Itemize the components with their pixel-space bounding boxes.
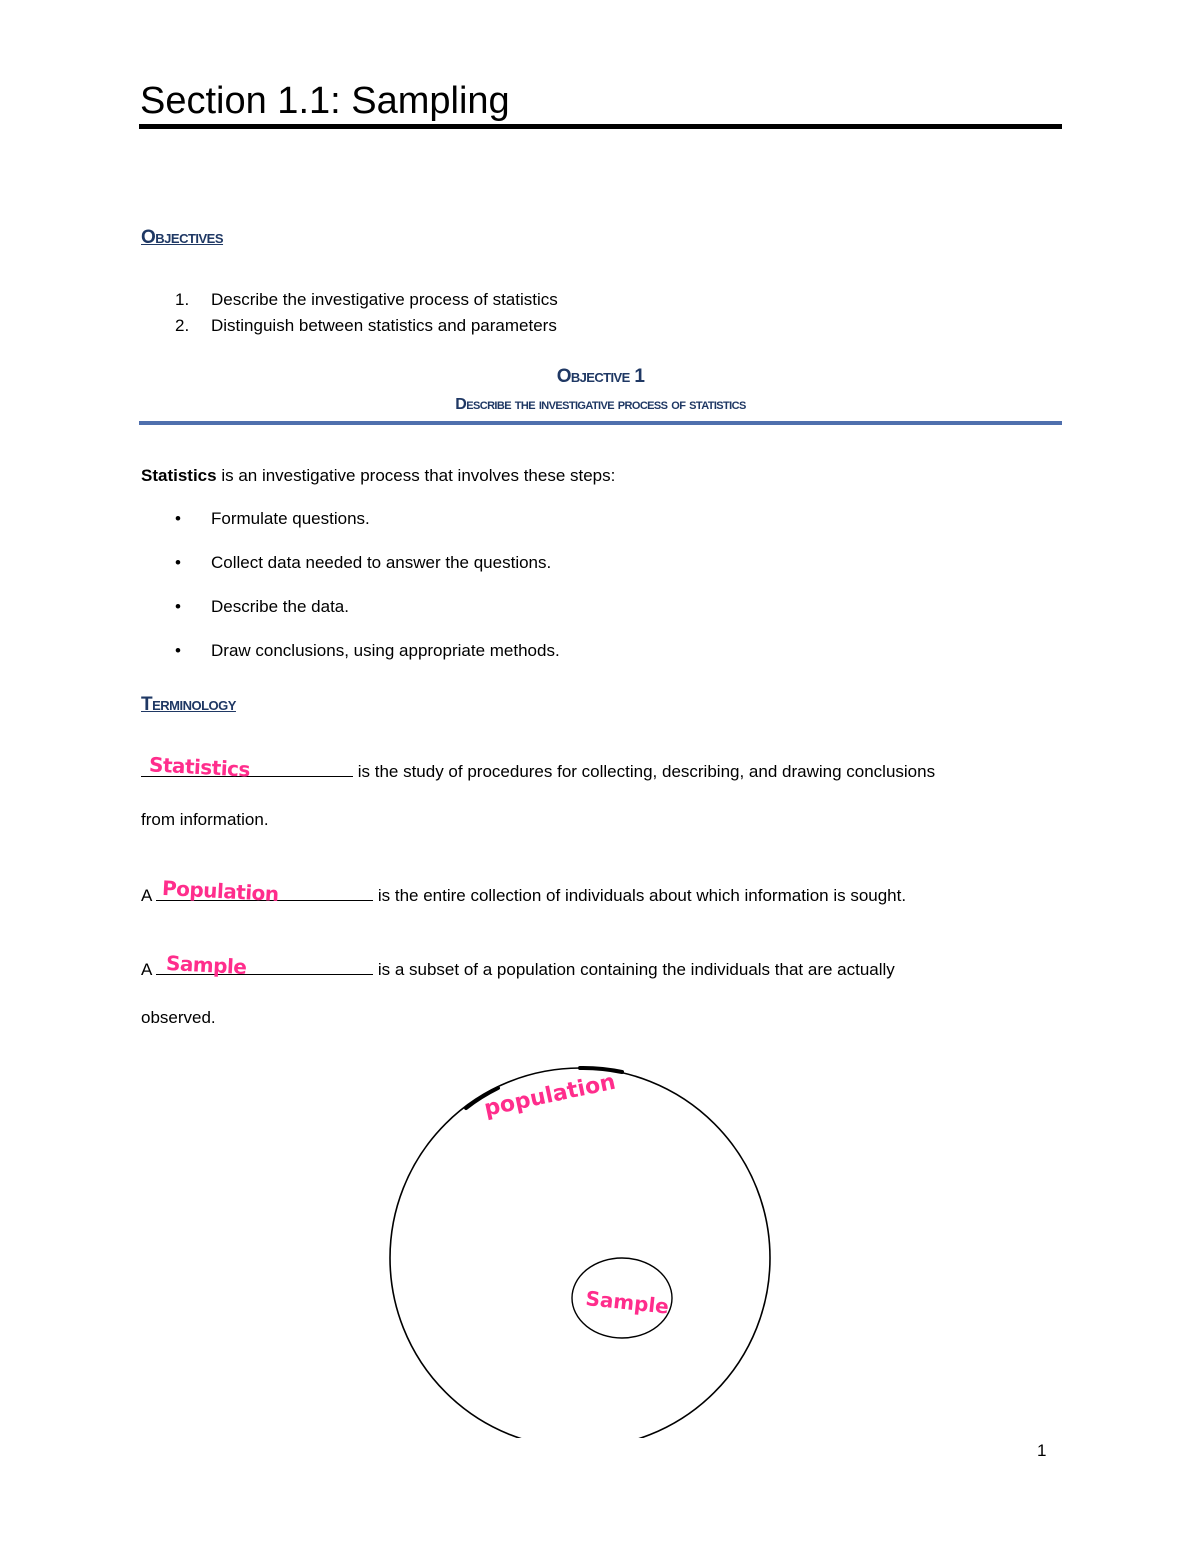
terminology-heading: Terminology: [141, 694, 236, 715]
population-circle: [390, 1068, 770, 1438]
objective1-heading: Objective 1: [556, 366, 645, 387]
fill-in-blank: [156, 875, 373, 907]
intro-bold-term: Statistics: [141, 466, 217, 485]
article-text: A: [141, 886, 157, 905]
bullet-icon: •: [175, 597, 181, 616]
list-text: Describe the data.: [211, 597, 349, 616]
bullet-icon: •: [175, 553, 181, 572]
definition-text: is a subset of a population containing the individuals that are actually: [373, 960, 895, 979]
section-divider: [139, 421, 1062, 425]
objectives-heading: Objectives: [141, 227, 224, 248]
list-item: [175, 315, 558, 341]
population-label: population: [482, 1069, 618, 1122]
article-text: A: [141, 960, 157, 979]
list-text: Draw conclusions, using appropriate methods.: [211, 641, 560, 660]
handwritten-answer: Statistics: [148, 752, 251, 782]
fill-in-blank: [141, 752, 353, 782]
page-number: 1: [1037, 1441, 1047, 1460]
intro-paragraph: [141, 464, 615, 488]
objective1-subheading: Describe the investigative process of statistics: [455, 396, 746, 413]
definition-continuation: observed.: [141, 1008, 216, 1027]
list-text: Distinguish between statistics and parameters: [211, 316, 557, 335]
definition-text: is the study of procedures for collecting, describing, and drawing conclusions: [353, 762, 936, 781]
objectives-list: [175, 289, 558, 341]
bullet-icon: •: [175, 641, 181, 660]
intro-text: is an investigative process that involves these steps:: [216, 466, 616, 485]
list-number: 1.: [175, 290, 190, 309]
handwritten-answer: Population: [161, 875, 280, 907]
page-title: Section 1.1: Sampling: [140, 80, 510, 122]
title-divider: [139, 124, 1062, 129]
handwritten-answer: Sample: [165, 950, 248, 980]
bullet-icon: •: [175, 509, 181, 528]
definition-statistics: [141, 752, 936, 784]
steps-list: [175, 507, 560, 683]
list-item: [175, 289, 558, 315]
list-item: [175, 639, 560, 683]
definition-population: [141, 875, 907, 908]
list-text: Collect data needed to answer the questions.: [211, 553, 552, 572]
list-item: [175, 595, 560, 639]
list-number: 2.: [175, 316, 190, 335]
list-text: Describe the investigative process of statistics: [211, 290, 558, 309]
definition-text: is the entire collection of individuals about which information is sought.: [373, 886, 907, 905]
sample-label: Sample: [584, 1286, 671, 1319]
definition-sample: [141, 950, 895, 982]
fill-in-blank: [156, 950, 373, 980]
definition-continuation: from information.: [141, 810, 269, 829]
population-sample-diagram: [380, 1058, 780, 1438]
list-text: Formulate questions.: [211, 509, 370, 528]
list-item: [175, 507, 560, 551]
list-item: [175, 551, 560, 595]
